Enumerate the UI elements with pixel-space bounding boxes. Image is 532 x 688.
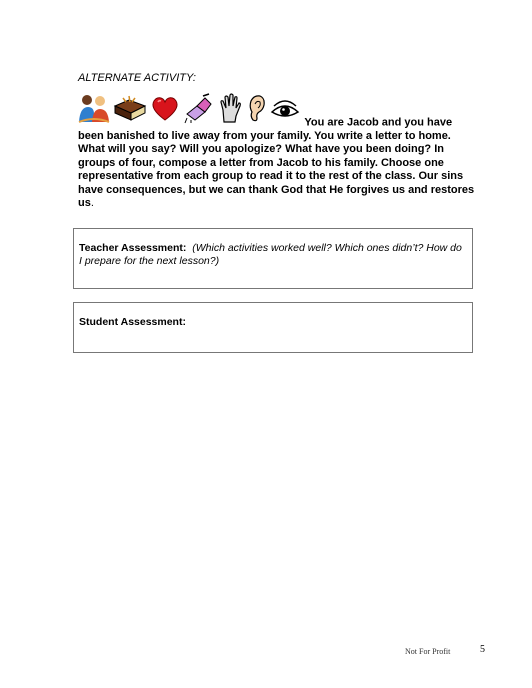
bible-icon: [113, 92, 147, 124]
activity-body-lead: You are Jacob and you have: [304, 116, 453, 129]
activity-heading: ALTERNATE ACTIVITY:: [78, 72, 196, 84]
student-assessment-label: Student Assessment:: [79, 316, 186, 328]
hand-icon: [218, 92, 244, 124]
teacher-assessment-label: Teacher Assessment:: [79, 242, 187, 254]
activity-body: been banished to live away from your family. You write a letter to home. What will you say? Will you apologize? What have you been doing? In groups of four, compose a letter from Jacob to his family. Choose one representative from each group to read it to the rest of the class. Our sins have consequences, but we can thank God that He forgives us and restores us: [78, 130, 475, 210]
people-icon: [78, 92, 110, 124]
activity-description: [78, 92, 480, 210]
ear-icon: [247, 92, 267, 124]
footer-text: Not For Profit: [405, 647, 451, 656]
student-assessment-box[interactable]: [73, 302, 473, 353]
page-number: 5: [480, 644, 485, 655]
teacher-assessment-box[interactable]: [73, 228, 473, 289]
eye-icon: [270, 92, 300, 124]
teacher-assessment-question: (Which activities worked well? Which ones didn’t? How do I prepare for the next lesson?): [79, 242, 462, 267]
heart-icon: [150, 92, 180, 124]
activity-icons: [78, 92, 300, 130]
activity-body-end: .: [90, 197, 94, 210]
writing-icon: [183, 92, 215, 124]
